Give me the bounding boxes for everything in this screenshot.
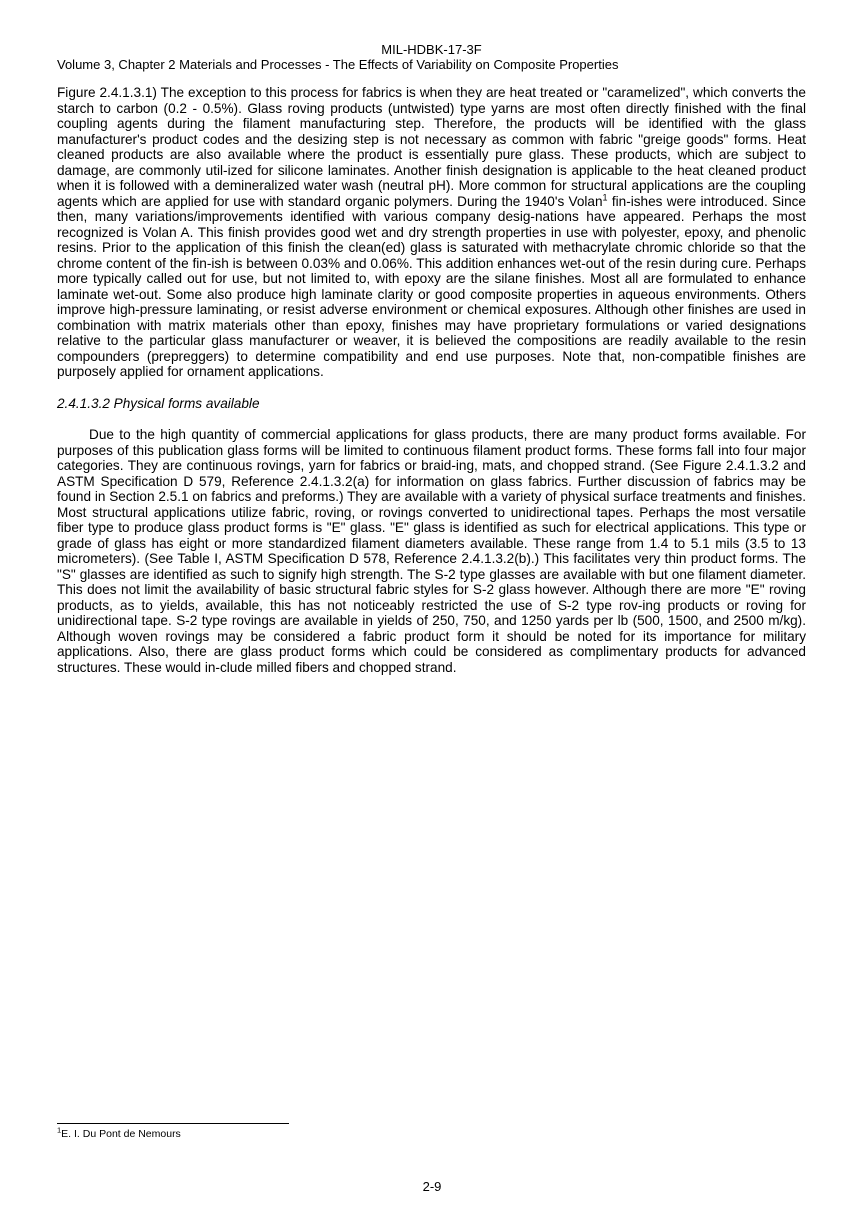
section-heading: 2.4.1.3.2 Physical forms available [57,395,260,411]
paragraph-text-start: Figure 2.4.1.3.1) The exception to this process for fabrics is when they are heat treated or "caramelized", which converts the starch to carbon (0.2 - 0.5%). Glass roving products (untwisted) type yarns are most often directly finished with the final coupling agents during the filament manufacturing step. Therefore, the products will be identified with the glass manufacturer's product codes and the desizing step is not necessary as common with fabric "greige goods" forms. Heat cleaned products are also available where the product is essentially pure glass. These products, which are subject to damage, are commonly util-ized for silicone laminates. Another finish designation is applicable to the heat cleaned product when it is followed with a demineralized water wash (neutral pH). More common for structural applications are the coupling agents which are applied for use with standard organic polymers. During the 1940's Volan [57,85,806,209]
footnote [57,1125,181,1141]
document-id: MIL-HDBK-17-3F [381,42,482,57]
footnote-text: E. I. Du Pont de Nemours [61,1128,181,1140]
running-header: Volume 3, Chapter 2 Materials and Processes - The Effects of Variability on Composite Properties [57,57,619,72]
footnote-divider [57,1123,289,1124]
page-number: 2-9 [422,1179,442,1194]
body-paragraph-physical-forms: Due to the high quantity of commercial applications for glass products, there are many product forms available. For purposes of this publication glass forms will be limited to continuous filament product forms. These forms fall into four major categories. They are continuous rovings, yarn for fabrics or braid-ing, mats, and chopped strand. (See Figure 2.4.1.3.2 and ASTM Specification D 579, Reference 2.4.1.3.2(a) for information on glass fabrics. Further discussion of fabrics may be found in Section 2.5.1 on fabrics and preforms.) They are available with a variety of physical surface treatments and finishes. Most structural applications utilize fabric, roving, or rovings converted to unidirectional tapes. Perhaps the most versatile fiber type to produce glass product forms is "E" glass. "E" glass is identified as such for electrical applications. This type or grade of glass has eight or more standardized filament diameters available. These range from 1.4 to 5.1 mils (3.5 to 13 micrometers). (See Table I, ASTM Specification D 578, Reference 2.4.1.3.2(b).) This facilitates very thin product forms. The "S" glasses are identified as such to signify high strength. The S-2 type glasses are available with but one filament diameter. This does not limit the availability of basic structural fabric styles for S-2 glass however. Although there are more "E" roving products, as to yields, available, this has not noticeably restricted the use of S-2 type rov-ing products or roving for unidirectional tape. S-2 type rovings are available in yields of 250, 750, and 1250 yards per lb (500, 1500, and 2500 m/kg). Although woven rovings may be considered a fabric product form it should be noted for its importance for military applications. Also, there are glass product forms which could be considered as complimentary products for advanced structures. These would in-clude milled fibers and chopped strand. [57,427,806,675]
footnote-reference: 1 [602,191,608,202]
footnote-marker: 1 [57,1125,62,1135]
paragraph-text-end: fin-ishes were introduced. Since then, many variations/improvements identified with various company desig-nations have appeared. Perhaps the most recognized is Volan A. This finish provides good wet and dry strength properties in use with polyester, epoxy, and phenolic resins. Prior to the application of this finish the clean(ed) glass is saturated with methacrylate chromic chloride so that the chrome content of the fin-ish is between 0.03% and 0.06%. This addition enhances wet-out of the resin during cure. Perhaps more typically called out for use, but not limited to, with epoxy are the silane finishes. Most all are formulated to enhance laminate wet-out. Some also produce high laminate clarity or good composite properties in aqueous environments. Others improve high-pressure laminating, or resist adverse environment or chemical exposures. Although other finishes are used in combination with matrix materials other than epoxy, finishes may have proprietary formulations or varied designations relative to the particular glass manufacturer or weaver, it is believed the compositions are readily available to the resin compounders (prepreggers) to determine compatibility and end use purposes. Note that, non-compatible finishes are purposely applied for ornament applications. [57,193,806,379]
body-paragraph-finishes [57,85,806,380]
page-content [57,42,806,675]
